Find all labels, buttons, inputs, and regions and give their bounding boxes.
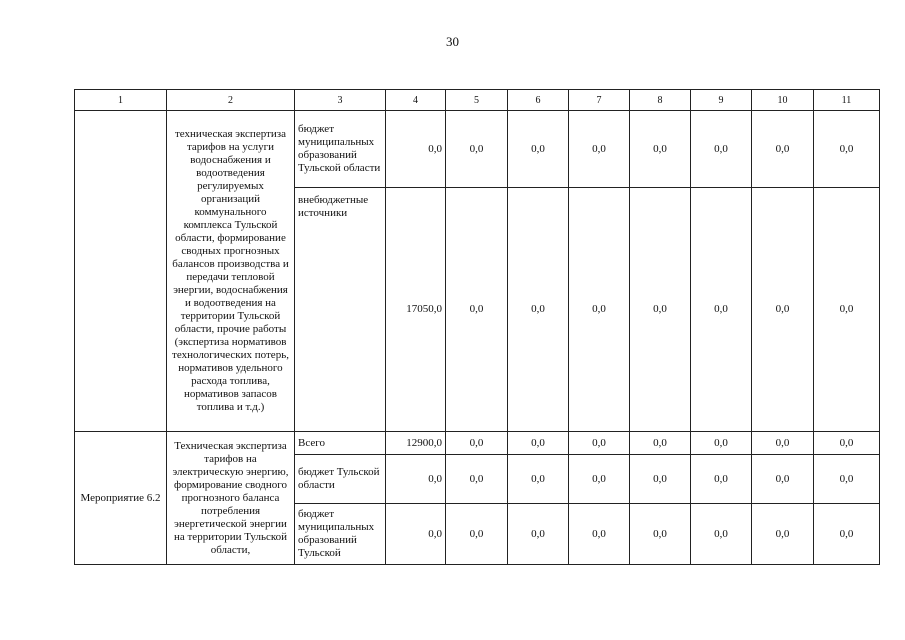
source-cell: внебюджетные источники xyxy=(295,188,386,432)
value-cell: 0,0 xyxy=(814,111,880,188)
value-cell: 0,0 xyxy=(446,455,508,504)
value-cell: 0,0 xyxy=(446,111,508,188)
value-cell: 0,0 xyxy=(752,455,814,504)
value-cell: 0,0 xyxy=(569,111,630,188)
value-cell: 17050,0 xyxy=(386,188,446,432)
value-cell: 0,0 xyxy=(508,111,569,188)
value-cell: 0,0 xyxy=(814,188,880,432)
value-cell: 0,0 xyxy=(630,188,691,432)
value-cell: 0,0 xyxy=(752,504,814,565)
description-cell: Техническая экспертиза тарифов на электрическую энергию, формирование сводного прогнозного баланса потребления энергетической энергии на территории Тульской области, xyxy=(167,432,295,565)
source-cell: бюджет Тульской области xyxy=(295,455,386,504)
value-cell: 0,0 xyxy=(691,504,752,565)
value-cell: 0,0 xyxy=(691,455,752,504)
page-number: 30 xyxy=(446,34,459,49)
value-cell: 0,0 xyxy=(446,504,508,565)
value-cell: 0,0 xyxy=(446,432,508,455)
value-cell: 0,0 xyxy=(752,188,814,432)
source-cell: бюджет муниципальных образований Тульской области xyxy=(295,111,386,188)
value-cell: 0,0 xyxy=(752,432,814,455)
value-cell: 0,0 xyxy=(446,188,508,432)
value-cell: 0,0 xyxy=(630,455,691,504)
event-cell xyxy=(75,111,167,432)
value-cell: 0,0 xyxy=(752,111,814,188)
value-cell: 0,0 xyxy=(508,432,569,455)
value-cell: 0,0 xyxy=(814,455,880,504)
value-cell: 0,0 xyxy=(386,504,446,565)
value-cell: 0,0 xyxy=(569,504,630,565)
column-header: 5 xyxy=(446,90,508,111)
value-cell: 0,0 xyxy=(814,432,880,455)
value-cell: 0,0 xyxy=(691,188,752,432)
event-cell: Мероприятие 6.2 xyxy=(75,432,167,565)
column-header: 7 xyxy=(569,90,630,111)
source-cell: бюджет муниципальных образований Тульской xyxy=(295,504,386,565)
description-cell: техническая экспертиза тарифов на услуги водоснабжения и водоотведения регулируемых организаций коммунального комплекса Тульской области, формирование сводных прогнозных балансов производства и передачи тепловой энергии, водоснабжения и водоотведения на территории Тульской области, прочие работы (экспертиза нормативов технологических потерь, нормативов удельного расхода топлива, нормативов запасов топлива и т.д.) xyxy=(167,111,295,432)
table-row xyxy=(75,432,880,455)
value-cell: 0,0 xyxy=(630,504,691,565)
value-cell: 0,0 xyxy=(569,455,630,504)
value-cell: 0,0 xyxy=(691,432,752,455)
header-row xyxy=(75,90,880,111)
value-cell: 12900,0 xyxy=(386,432,446,455)
source-cell: Всего xyxy=(295,432,386,455)
value-cell: 0,0 xyxy=(386,111,446,188)
value-cell: 0,0 xyxy=(569,188,630,432)
column-header: 4 xyxy=(386,90,446,111)
value-cell: 0,0 xyxy=(630,432,691,455)
value-cell: 0,0 xyxy=(508,188,569,432)
column-header: 11 xyxy=(814,90,880,111)
value-cell: 0,0 xyxy=(569,432,630,455)
value-cell: 0,0 xyxy=(630,111,691,188)
column-header: 9 xyxy=(691,90,752,111)
value-cell: 0,0 xyxy=(386,455,446,504)
column-header: 2 xyxy=(167,90,295,111)
table-row xyxy=(75,111,880,188)
value-cell: 0,0 xyxy=(814,504,880,565)
column-header: 10 xyxy=(752,90,814,111)
column-header: 8 xyxy=(630,90,691,111)
column-header: 3 xyxy=(295,90,386,111)
value-cell: 0,0 xyxy=(508,504,569,565)
column-header: 1 xyxy=(75,90,167,111)
budget-table xyxy=(74,89,880,565)
value-cell: 0,0 xyxy=(691,111,752,188)
column-header: 6 xyxy=(508,90,569,111)
value-cell: 0,0 xyxy=(508,455,569,504)
